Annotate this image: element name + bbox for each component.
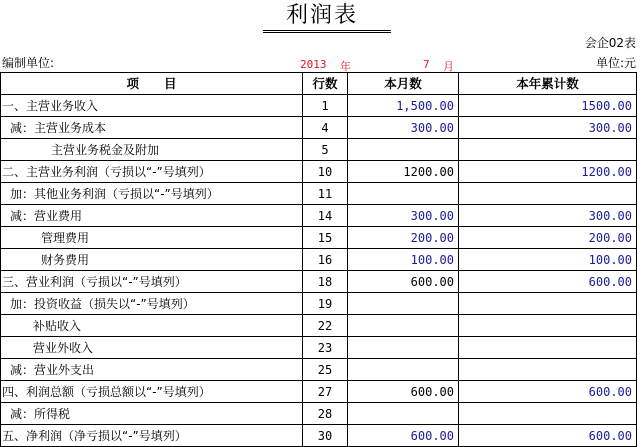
cell-month-amount[interactable]: 300.00 <box>348 205 459 227</box>
header-ytd: 本年累计数 <box>459 73 637 95</box>
table-row <box>1 425 637 447</box>
cell-line-number[interactable]: 5 <box>303 139 348 161</box>
table-row <box>1 249 637 271</box>
cell-month-amount[interactable] <box>348 183 459 205</box>
cell-line-number[interactable]: 27 <box>303 381 348 403</box>
cell-month-amount[interactable] <box>348 359 459 381</box>
cell-item[interactable]: 四、利润总额（亏损总额以“-”号填列） <box>1 381 303 403</box>
table-row <box>1 139 637 161</box>
header-line: 行数 <box>303 73 348 95</box>
header-item: 项 目 <box>1 73 303 95</box>
income-statement-table <box>0 72 637 447</box>
cell-month-amount[interactable]: 1,500.00 <box>348 95 459 117</box>
table-row <box>1 95 637 117</box>
cell-month-amount[interactable] <box>348 293 459 315</box>
table-row <box>1 337 637 359</box>
cell-ytd-amount[interactable] <box>459 139 637 161</box>
cell-line-number[interactable]: 11 <box>303 183 348 205</box>
currency-label: 单位:元 <box>595 56 636 70</box>
cell-ytd-amount[interactable]: 300.00 <box>459 205 637 227</box>
cell-line-number[interactable]: 25 <box>303 359 348 381</box>
cell-ytd-amount[interactable]: 600.00 <box>459 381 637 403</box>
cell-ytd-amount[interactable]: 600.00 <box>459 425 637 447</box>
cell-line-number[interactable]: 18 <box>303 271 348 293</box>
cell-line-number[interactable]: 1 <box>303 95 348 117</box>
cell-item[interactable]: 五、净利润（净亏损以“-”号填列） <box>1 425 303 447</box>
cell-month-amount[interactable]: 200.00 <box>348 227 459 249</box>
cell-line-number[interactable]: 28 <box>303 403 348 425</box>
cell-line-number[interactable]: 23 <box>303 337 348 359</box>
title-underline <box>263 30 391 33</box>
title-bar <box>0 0 644 32</box>
table-row <box>1 271 637 293</box>
cell-item[interactable]: 加：其他业务利润（亏损以“-”号填列） <box>1 183 303 205</box>
cell-ytd-amount[interactable]: 1200.00 <box>459 161 637 183</box>
period-month[interactable]: 7 <box>423 58 430 71</box>
cell-item[interactable]: 营业外收入 <box>1 337 303 359</box>
table-row <box>1 403 637 425</box>
cell-item[interactable]: 加：投资收益（损失以“-”号填列） <box>1 293 303 315</box>
cell-item[interactable]: 财务费用 <box>1 249 303 271</box>
header-row <box>1 73 637 95</box>
cell-item[interactable]: 补贴收入 <box>1 315 303 337</box>
period-year[interactable]: 2013 <box>300 58 327 71</box>
unit-label: 编制单位: <box>2 56 55 70</box>
cell-ytd-amount[interactable] <box>459 337 637 359</box>
cell-item[interactable]: 减：主营业务成本 <box>1 117 303 139</box>
cell-item[interactable]: 管理费用 <box>1 227 303 249</box>
cell-month-amount[interactable] <box>348 337 459 359</box>
cell-ytd-amount[interactable] <box>459 359 637 381</box>
table-row <box>1 161 637 183</box>
cell-month-amount[interactable]: 100.00 <box>348 249 459 271</box>
cell-ytd-amount[interactable]: 1500.00 <box>459 95 637 117</box>
cell-line-number[interactable]: 19 <box>303 293 348 315</box>
cell-month-amount[interactable] <box>348 139 459 161</box>
cell-line-number[interactable]: 30 <box>303 425 348 447</box>
cell-item[interactable]: 减：所得税 <box>1 403 303 425</box>
table-row <box>1 205 637 227</box>
cell-ytd-amount[interactable] <box>459 315 637 337</box>
cell-ytd-amount[interactable]: 600.00 <box>459 271 637 293</box>
cell-ytd-amount[interactable]: 300.00 <box>459 117 637 139</box>
sheet-title: 利润表 <box>285 3 358 28</box>
cell-ytd-amount[interactable]: 100.00 <box>459 249 637 271</box>
cell-ytd-amount[interactable] <box>459 293 637 315</box>
table-body <box>1 95 637 447</box>
table-row <box>1 359 637 381</box>
cell-line-number[interactable]: 15 <box>303 227 348 249</box>
table-row <box>1 315 637 337</box>
cell-ytd-amount[interactable] <box>459 183 637 205</box>
cell-month-amount[interactable]: 600.00 <box>348 381 459 403</box>
form-code: 会企02表 <box>584 36 636 50</box>
cell-ytd-amount[interactable] <box>459 403 637 425</box>
cell-month-amount[interactable]: 1200.00 <box>348 161 459 183</box>
cell-month-amount[interactable]: 600.00 <box>348 271 459 293</box>
unit-row <box>0 52 644 73</box>
cell-line-number[interactable]: 16 <box>303 249 348 271</box>
period-month-char: 月 <box>443 60 454 73</box>
table-row <box>1 183 637 205</box>
cell-month-amount[interactable]: 300.00 <box>348 117 459 139</box>
cell-item[interactable]: 减：营业外支出 <box>1 359 303 381</box>
cell-line-number[interactable]: 4 <box>303 117 348 139</box>
cell-month-amount[interactable] <box>348 403 459 425</box>
table-row <box>1 117 637 139</box>
cell-item[interactable]: 三、营业利润（亏损以“-”号填列） <box>1 271 303 293</box>
cell-line-number[interactable]: 22 <box>303 315 348 337</box>
cell-ytd-amount[interactable]: 200.00 <box>459 227 637 249</box>
cell-item[interactable]: 一、主营业务收入 <box>1 95 303 117</box>
table-row <box>1 227 637 249</box>
cell-line-number[interactable]: 10 <box>303 161 348 183</box>
cell-item[interactable]: 二、主营业务利润（亏损以“-”号填列） <box>1 161 303 183</box>
cell-item[interactable]: 减：营业费用 <box>1 205 303 227</box>
cell-line-number[interactable]: 14 <box>303 205 348 227</box>
header-month: 本月数 <box>348 73 459 95</box>
cell-month-amount[interactable]: 600.00 <box>348 425 459 447</box>
cell-item[interactable]: 主营业务税金及附加 <box>1 139 303 161</box>
table-row <box>1 293 637 315</box>
table-row <box>1 381 637 403</box>
sheet-right-edge <box>636 72 637 439</box>
cell-month-amount[interactable] <box>348 315 459 337</box>
period-year-char: 年 <box>340 60 351 73</box>
